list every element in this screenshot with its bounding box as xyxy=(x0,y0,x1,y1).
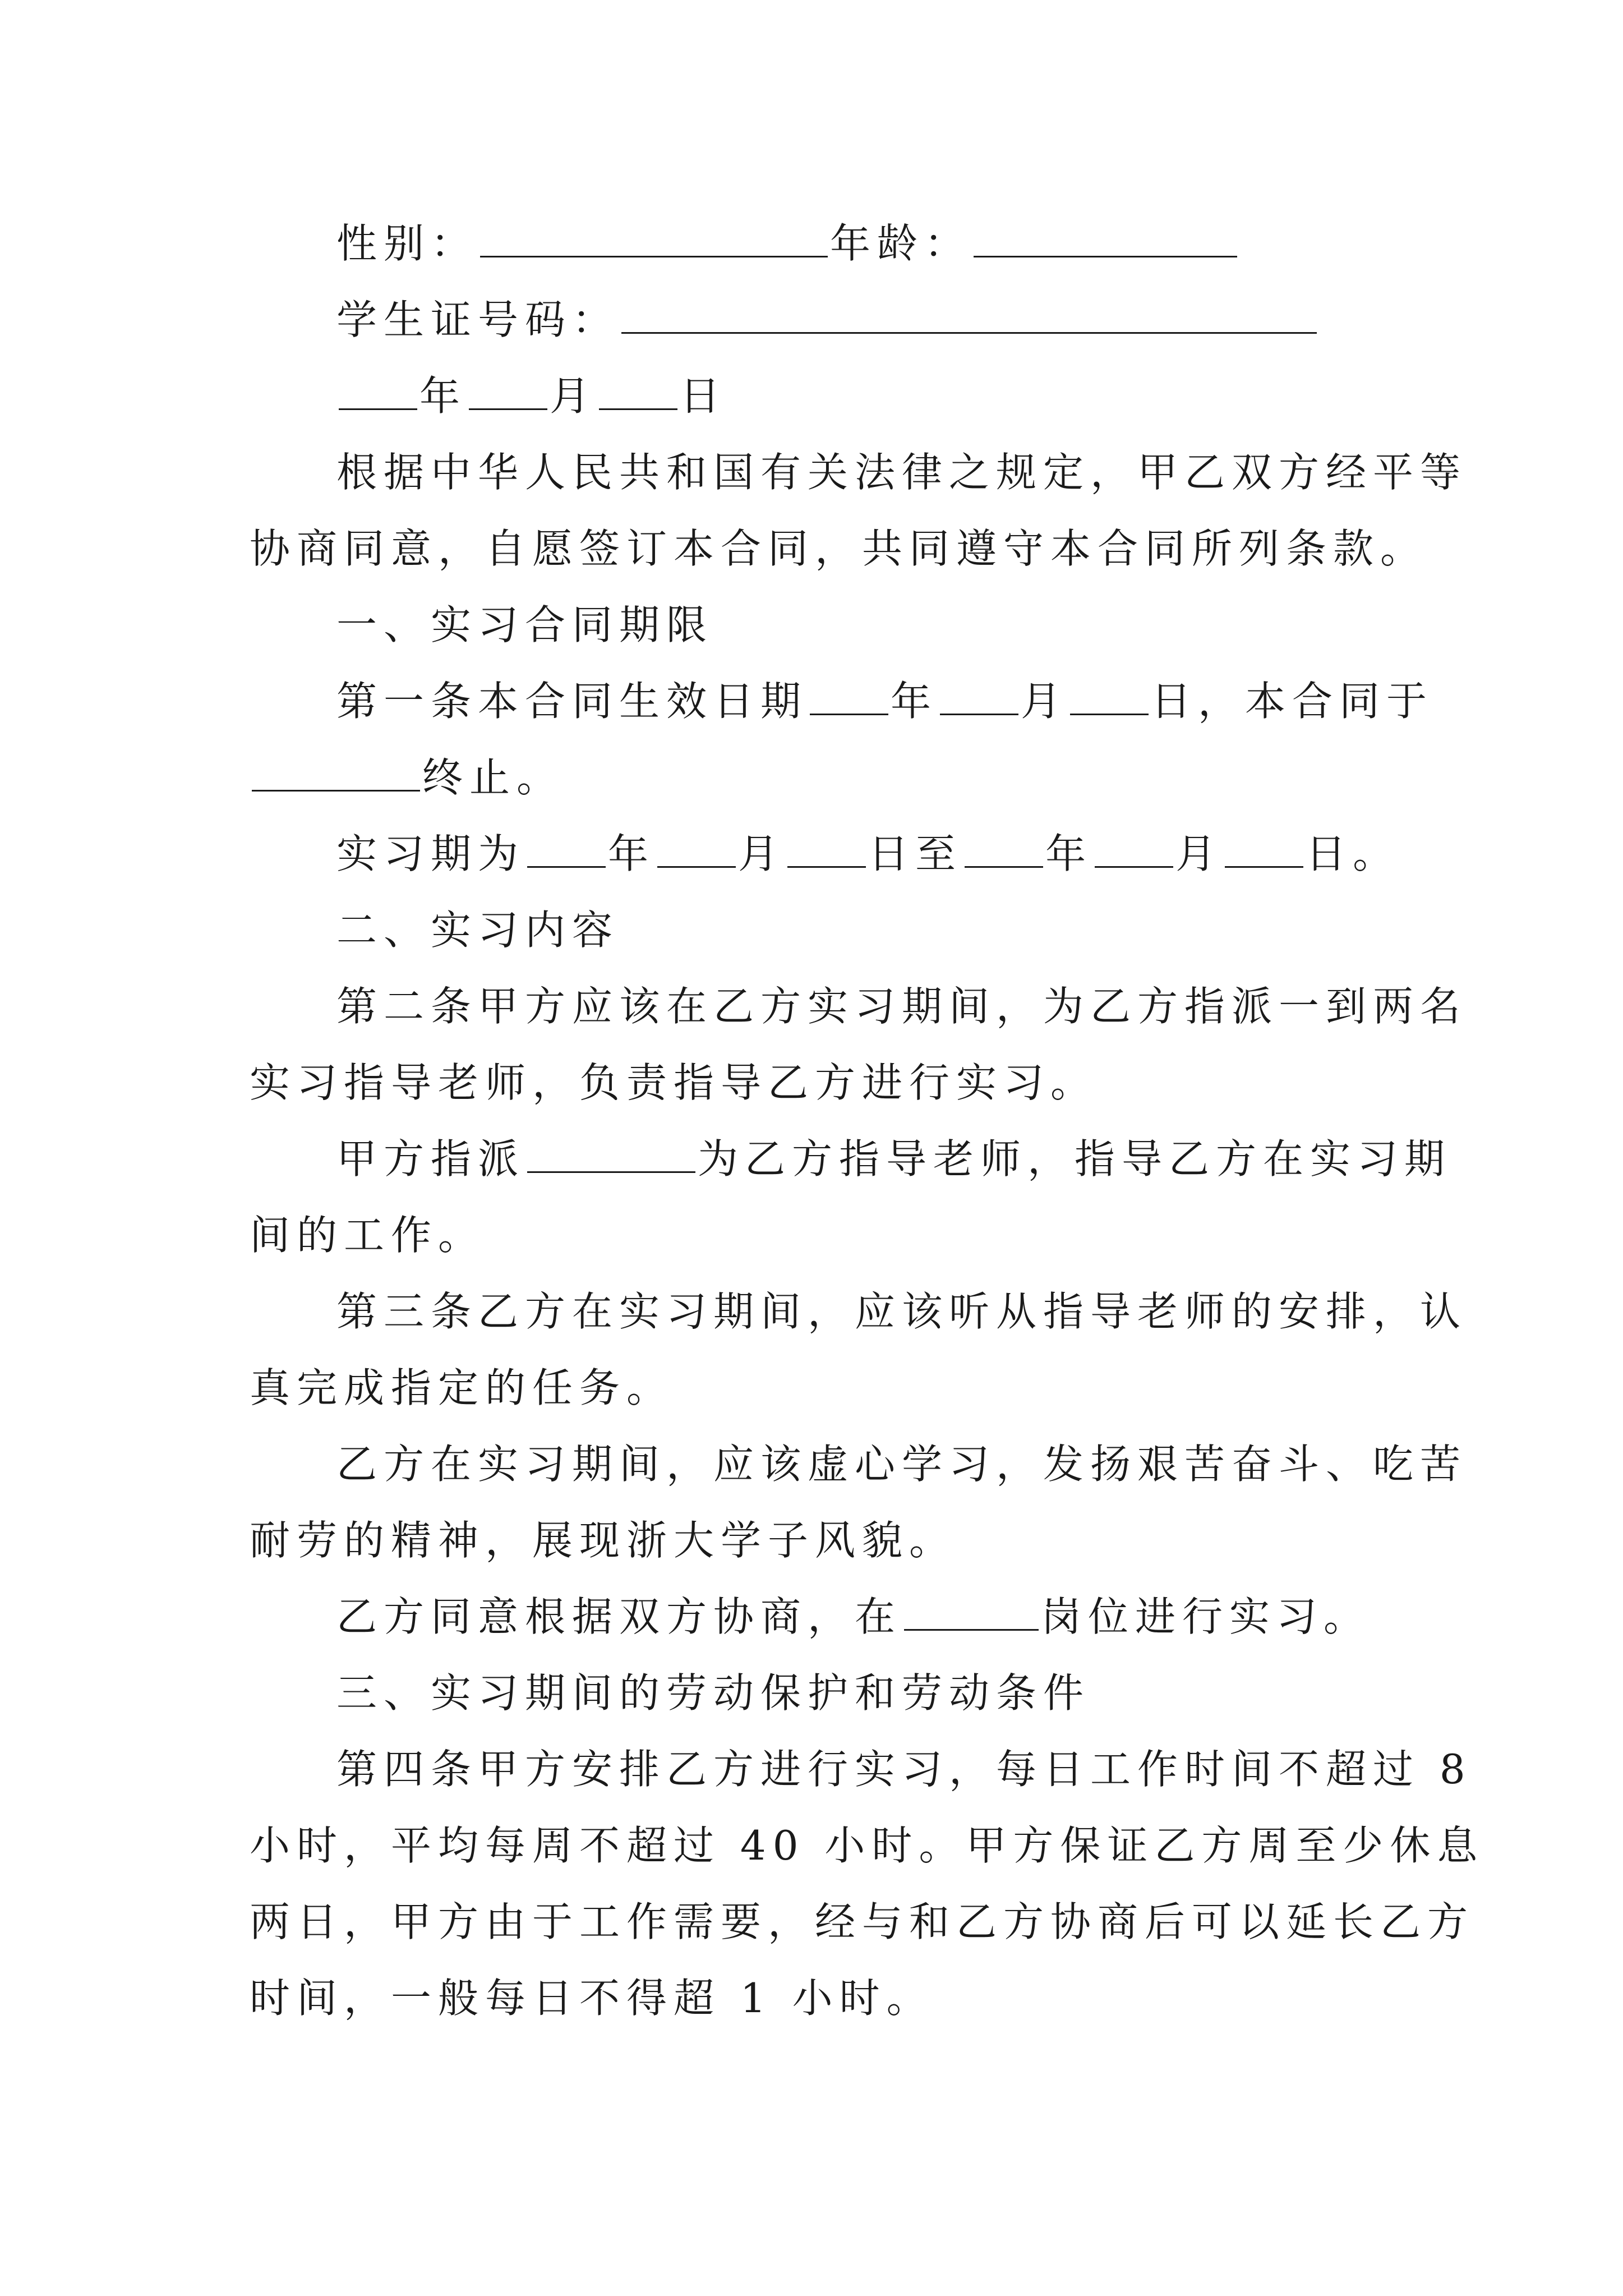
period-to-label: 日至 xyxy=(868,830,963,877)
intro-line-1: 根据中华人民共和国有关法律之规定，甲乙双方经平等 xyxy=(336,449,1468,496)
termination-blank[interactable] xyxy=(252,751,420,792)
period-start-day-blank[interactable] xyxy=(787,827,866,868)
period-start-month-label: 月 xyxy=(738,830,786,877)
date-month-blank[interactable] xyxy=(469,369,547,410)
period-end-month-label: 月 xyxy=(1175,830,1223,877)
section-3-title: 三、实习期间的劳动保护和劳动条件 xyxy=(336,1669,1091,1717)
article-1-line xyxy=(336,673,1433,729)
date-day-blank[interactable] xyxy=(599,369,677,410)
article-1-day-suffix: 日，本合同于 xyxy=(1151,678,1434,725)
assign-prefix: 甲方指派 xyxy=(336,1135,525,1182)
period-end-day-blank[interactable] xyxy=(1225,827,1303,868)
assign-line xyxy=(336,1131,1451,1187)
article-2-line-1: 第二条甲方应该在乙方实习期间，为乙方指派一到两名 xyxy=(336,983,1468,1030)
period-end-month-blank[interactable] xyxy=(1095,827,1173,868)
post-prefix: 乙方同意根据双方协商，在 xyxy=(336,1593,902,1640)
article-4-line-3: 两日，甲方由于工作需要，经与和乙方协商后可以延长乙方 xyxy=(250,1898,1475,1945)
internship-period-line xyxy=(336,826,1400,882)
date-line xyxy=(336,368,727,424)
post-line xyxy=(336,1589,1371,1645)
spirit-line-2: 耐劳的精神，展现浙大学子风貌。 xyxy=(250,1517,957,1564)
date-month-label: 月 xyxy=(550,372,597,420)
section-2-title: 二、实习内容 xyxy=(336,907,620,954)
intro-line-2: 协商同意，自愿签订本合同，共同遵守本合同所列条款。 xyxy=(250,525,1428,572)
period-end-year-label: 年 xyxy=(1045,830,1093,877)
period-end-year-blank[interactable] xyxy=(965,827,1043,868)
section-1-title: 一、实习合同期限 xyxy=(336,601,714,648)
student-id-blank[interactable] xyxy=(621,293,1317,334)
age-label: 年龄： xyxy=(830,220,972,267)
assign-suffix: 为乙方指导老师，指导乙方在实习期 xyxy=(698,1135,1452,1182)
advisor-name-blank[interactable] xyxy=(527,1132,695,1173)
effective-year-blank[interactable] xyxy=(810,674,888,715)
effective-day-blank[interactable] xyxy=(1070,674,1149,715)
spirit-line-1: 乙方在实习期间，应该虚心学习，发扬艰苦奋斗、吃苦 xyxy=(336,1441,1468,1488)
article-1-end: 终止。 xyxy=(422,754,564,801)
post-blank[interactable] xyxy=(904,1590,1039,1631)
period-start-year-label: 年 xyxy=(608,830,656,877)
article-4-line-4: 时间，一般每日不得超 1 小时。 xyxy=(250,1975,934,2022)
student-id-line xyxy=(336,292,1319,348)
date-day-label: 日 xyxy=(680,372,727,420)
article-2-line-2: 实习指导老师，负责指导乙方进行实习。 xyxy=(250,1059,1098,1106)
effective-month-blank[interactable] xyxy=(940,674,1018,715)
effective-year-label: 年 xyxy=(891,678,938,725)
date-year-label: 年 xyxy=(419,372,467,420)
period-start-month-blank[interactable] xyxy=(657,827,736,868)
article-1-end-line xyxy=(250,749,564,806)
effective-month-label: 月 xyxy=(1021,678,1068,725)
student-id-label: 学生证号码： xyxy=(336,296,620,343)
article-1-prefix: 第一条本合同生效日期 xyxy=(336,678,808,725)
age-blank[interactable] xyxy=(974,217,1237,257)
article-3-line-2: 真完成指定的任务。 xyxy=(250,1364,674,1411)
period-prefix: 实习期为 xyxy=(336,830,525,877)
period-end-day-label: 日。 xyxy=(1306,830,1400,877)
period-start-year-blank[interactable] xyxy=(527,827,606,868)
date-year-blank[interactable] xyxy=(339,369,417,410)
article-4-line-2: 小时，平均每周不超过 40 小时。甲方保证乙方周至少休息 xyxy=(250,1822,1484,1869)
gender-blank[interactable] xyxy=(480,217,828,257)
article-3-line-1: 第三条乙方在实习期间，应该听从指导老师的安排，认 xyxy=(336,1288,1468,1335)
gender-age-line xyxy=(336,215,1239,272)
post-suffix: 岗位进行实习。 xyxy=(1041,1593,1371,1640)
assign-line-2: 间的工作。 xyxy=(250,1212,486,1259)
gender-label: 性别： xyxy=(336,220,478,267)
article-4-line-1: 第四条甲方安排乙方进行实习，每日工作时间不超过 8 xyxy=(336,1746,1472,1793)
